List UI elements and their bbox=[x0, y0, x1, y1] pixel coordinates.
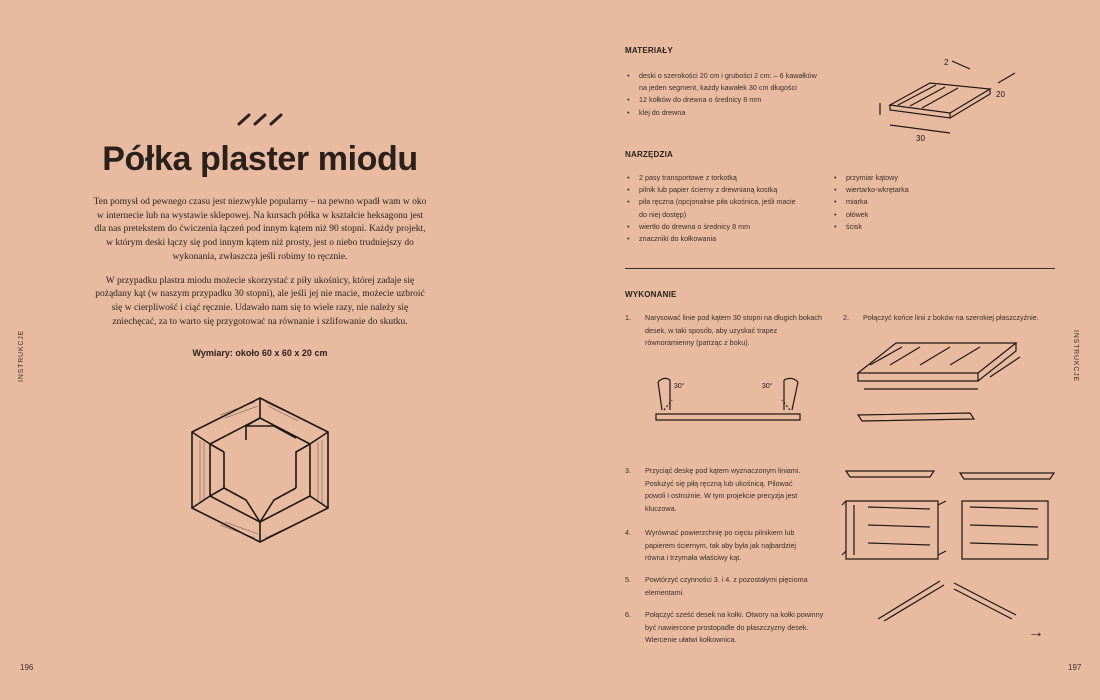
list-item: • 2 pasy transportowe z torkotką bbox=[625, 172, 805, 184]
step-text: Powtórzyć czynności 3. i 4. z pozostałymi pięcioma elementami. bbox=[645, 575, 808, 597]
list-item: • 12 kołków do drewna o średnicy 8 mm bbox=[625, 94, 825, 106]
list-item: • ołówek bbox=[832, 209, 982, 221]
board-length-label: 30 bbox=[916, 134, 925, 143]
step-number: 3. bbox=[625, 466, 631, 475]
step-text: Przyciąć deskę pod kątem wyznaczonym liniami. Posłużyć się piłą ręczną lub ukośnicą. Pilować powoli i ostrożnie. W tym projekcie precyzja jest kluczowa. bbox=[645, 466, 801, 513]
intro-text bbox=[90, 196, 430, 339]
intro-paragraph-1: Ten pomysł od pewnego czasu jest niezwykle popularny – na pewno wpadł wam w oko w internecie lub na wystawie sklepowej. Na kursach półka w kształcie heksagonu jest dla nas pretekstem do ćwiczenia łączeń pod innym kątem niż 90 stopni. Każdy projekt, w którym deski łączy się pod innym kątem niż prosty, jest o niebo trudniejszy do wykonania, zwłaszcza jeśli robimy to ręcznie. bbox=[93, 197, 427, 262]
step-number: 4. bbox=[625, 528, 631, 537]
board-width-label: 20 bbox=[996, 90, 1005, 99]
step-number: 1. bbox=[625, 313, 631, 322]
board-thickness-label: 2 bbox=[944, 58, 949, 67]
decorative-marks-icon bbox=[235, 112, 287, 126]
execution-heading: WYKONANIE bbox=[625, 290, 677, 299]
side-section-label: INSTRUKCJE bbox=[18, 330, 25, 382]
list-item: • ścisk bbox=[832, 221, 982, 233]
step-text: Narysować linie pod kątem 30 stopni na długich bokach desek, w taki sposób, aby uzyskać trapez równoramienny (patrząc z boku). bbox=[645, 313, 822, 347]
page-title: Półka plaster miodu bbox=[102, 140, 418, 178]
list-item: • piła ręczna (opcjonalnie piła ukośnica, jeśli macie do niej dostęp) bbox=[625, 196, 805, 220]
list-item: • wiertarko-wkrętarka bbox=[832, 184, 982, 196]
dimensions-label: Wymiary: około 60 x 60 x 20 cm bbox=[192, 348, 328, 358]
step-text: Połączyć końce linii z boków na szerokiej płaszczyźnie. bbox=[863, 313, 1039, 322]
step-text: Wyrównać powierzchnię po cięciu pilnikiem lub papierem ściernym, tak aby była jak najbardziej równa i trzymała właściwy kąt. bbox=[645, 528, 797, 562]
hexagon-shelf-drawing-icon bbox=[180, 390, 340, 550]
step-text: Połączyć sześć desek na kołki. Otwory na kołki powinny być nawiercone prostopadle do płaszczyzny desek. Wiercenie ułatwi kołkownica. bbox=[645, 610, 824, 644]
angle-label-right: 30° bbox=[762, 383, 773, 390]
materials-list bbox=[625, 70, 825, 119]
tools-list-2 bbox=[832, 172, 982, 233]
tools-list-1 bbox=[625, 172, 805, 245]
tools-heading: NARZĘDZIA bbox=[625, 150, 674, 159]
step-3 bbox=[625, 465, 810, 515]
board-marking-drawing-icon bbox=[850, 335, 1040, 430]
intro-paragraph-2: W przypadku plastra miodu możecie skorzystać z piły ukośnicy, której zadaje się pożądany kąt (w naszym przypadku 30 stopni), ale jeśli jej nie macie, możecie uzbroić się w cierpliwość i ciąć ręcznie. Udawało nam się to wiele razy, nie należy się zniechęcać, za to warto się przygotować na równanie i szlifowanie do skutku. bbox=[95, 275, 425, 327]
step-2 bbox=[843, 312, 1048, 325]
step-number: 6. bbox=[625, 610, 631, 619]
arrow-right-icon[interactable]: → bbox=[1028, 624, 1044, 641]
step-number: 2. bbox=[843, 313, 849, 322]
list-item: • znaczniki do kołkowania bbox=[625, 233, 805, 245]
list-item: • wiertło do drewna o średnicy 8 mm bbox=[625, 221, 805, 233]
list-item: • klej do drewna bbox=[625, 107, 825, 119]
angle-cut-drawing-icon bbox=[650, 370, 810, 430]
angle-label-left: 30° bbox=[674, 383, 685, 390]
list-item: • pilnik lub papier ścierny z drewnianą kostką bbox=[625, 184, 805, 196]
page-number-right: 197 bbox=[1068, 663, 1082, 672]
materials-heading: MATERIAŁY bbox=[625, 46, 673, 55]
step-4 bbox=[625, 527, 810, 565]
step-number: 5. bbox=[625, 575, 631, 584]
dowel-joining-drawing-icon bbox=[838, 465, 1058, 625]
step-5 bbox=[625, 574, 810, 599]
step-1 bbox=[625, 312, 825, 350]
side-section-label: INSTRUKCJE bbox=[1072, 330, 1079, 382]
list-item: • przymiar kątowy bbox=[832, 172, 982, 184]
list-item: • deski o szerokości 20 cm i grubości 2 cm: – 6 kawałków na jeden segment, każdy kawałek 30 cm długości bbox=[625, 70, 825, 94]
section-divider bbox=[625, 268, 1055, 269]
list-item: • miarka bbox=[832, 196, 982, 208]
step-6 bbox=[625, 609, 830, 647]
page-number-left: 196 bbox=[20, 663, 34, 672]
board-dimensions-drawing-icon bbox=[870, 55, 1040, 145]
